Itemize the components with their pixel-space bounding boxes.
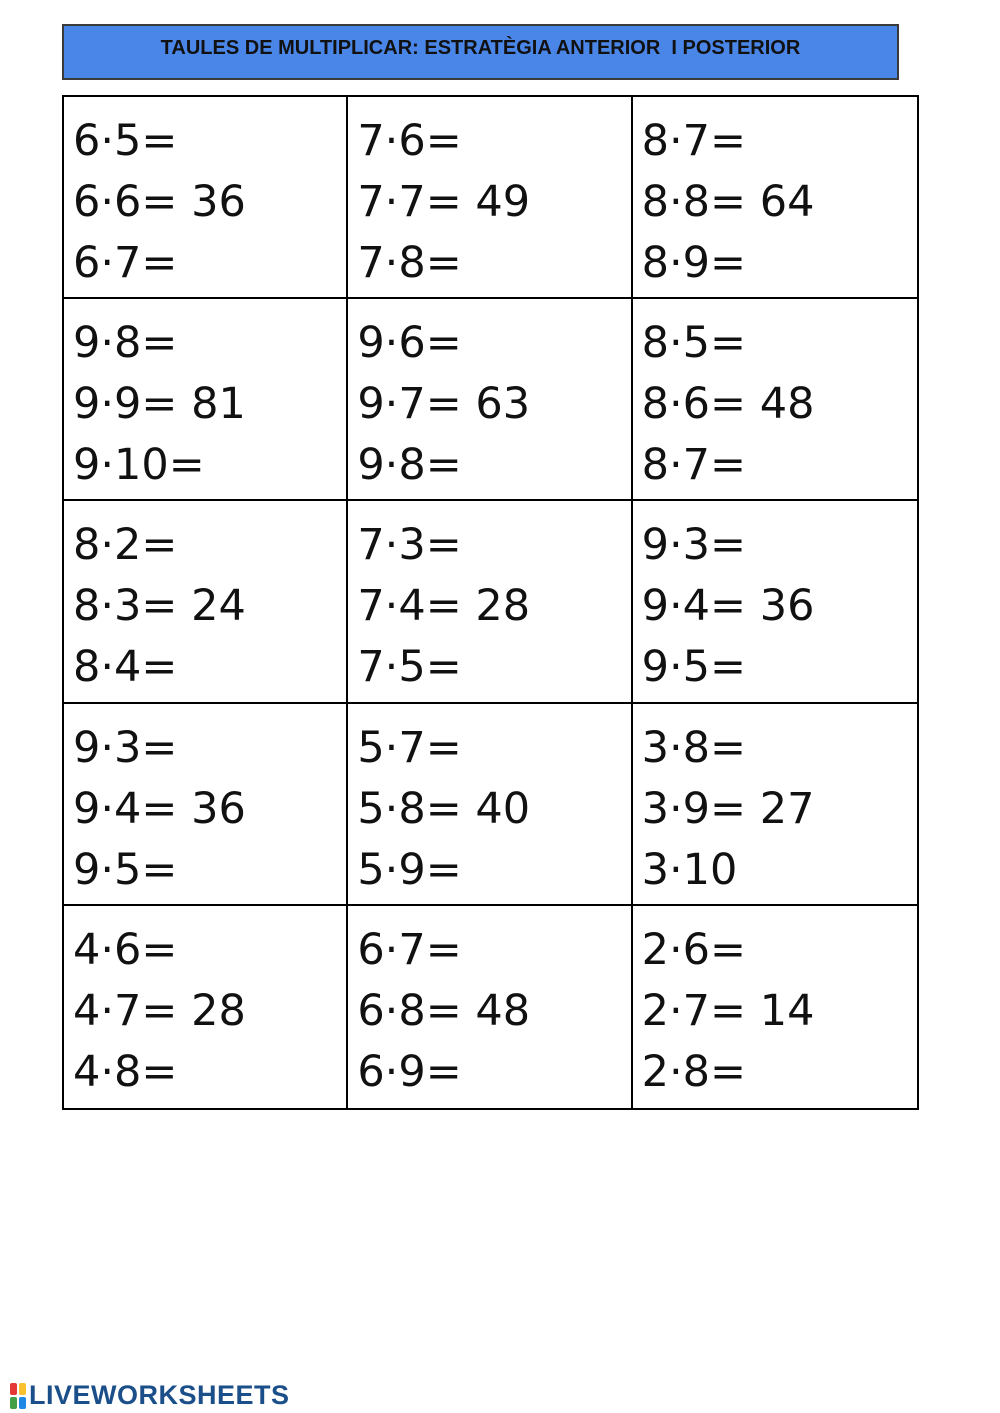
equation-prompt: 5·9= — [357, 844, 462, 895]
table-cell — [633, 501, 917, 703]
table-cell — [348, 299, 632, 501]
worked-equation: 9·7= 63 — [357, 379, 531, 430]
worked-equation: 9·4= 36 — [641, 581, 815, 632]
worked-equation: 7·4= 28 — [357, 581, 531, 632]
equation-prompt: 7·5= — [357, 642, 462, 693]
worked-equation: 5·8= 40 — [357, 783, 531, 834]
equation-prompt: 8·7= — [641, 440, 747, 491]
equation-prompt: 4·6= — [73, 924, 178, 975]
equation-prompt: 7·6= — [357, 116, 462, 166]
worked-equation: 8·8= 64 — [641, 177, 815, 227]
equation-prompt: 6·9= — [357, 1046, 462, 1097]
worked-equation: 8·6= 48 — [641, 379, 815, 430]
equation-prompt: 9·6= — [357, 318, 462, 369]
equation-prompt: 3·10 — [641, 844, 738, 895]
table-cell — [64, 906, 348, 1108]
equation-prompt: 2·6= — [641, 924, 747, 975]
equation-prompt: 9·10= — [73, 440, 205, 491]
equation-prompt: 3·8= — [641, 722, 747, 773]
logo-square — [19, 1383, 26, 1395]
equation-prompt: 9·3= — [641, 520, 747, 571]
table-cell — [633, 906, 917, 1108]
table-cell — [348, 501, 632, 703]
equation-prompt: 6·7= — [357, 924, 462, 975]
logo-square — [19, 1397, 26, 1409]
logo-square — [10, 1397, 17, 1409]
title-banner — [62, 24, 899, 80]
worked-equation: 6·8= 48 — [357, 985, 531, 1036]
liveworksheets-logo — [10, 1380, 290, 1411]
table-cell — [64, 501, 348, 703]
equation-prompt: 7·3= — [357, 520, 462, 571]
equation-prompt: 6·7= — [73, 238, 178, 288]
equation-prompt: 9·8= — [73, 318, 178, 369]
table-cell — [348, 704, 632, 906]
page-title: TAULES DE MULTIPLICAR: ESTRATÈGIA ANTERIOR I POSTERIOR — [160, 36, 801, 59]
equation-prompt: 8·4= — [73, 642, 178, 693]
multiplication-table — [62, 95, 919, 1110]
worked-equation: 3·9= 27 — [641, 783, 815, 834]
table-cell — [348, 906, 632, 1108]
equation-prompt: 6·5= — [73, 116, 178, 166]
equation-prompt: 9·8= — [357, 440, 462, 491]
equation-prompt: 8·2= — [73, 520, 178, 571]
liveworksheets-logo-icon — [10, 1383, 26, 1409]
logo-square — [10, 1383, 17, 1395]
worked-equation: 9·9= 81 — [73, 379, 246, 430]
worked-equation: 9·4= 36 — [73, 783, 246, 834]
worked-equation: 8·3= 24 — [73, 581, 246, 632]
worked-equation: 2·7= 14 — [641, 985, 815, 1036]
table-cell — [64, 97, 348, 299]
worked-equation: 6·6= 36 — [73, 177, 246, 227]
equation-prompt: 7·8= — [357, 238, 462, 288]
equation-prompt: 5·7= — [357, 722, 462, 773]
equation-prompt: 9·5= — [73, 844, 178, 895]
worked-equation: 4·7= 28 — [73, 985, 246, 1036]
table-cell — [348, 97, 632, 299]
equation-prompt: 4·8= — [73, 1046, 178, 1097]
table-cell — [64, 704, 348, 906]
equation-prompt: 2·8= — [641, 1046, 747, 1097]
equation-prompt: 8·7= — [641, 116, 747, 166]
equation-prompt: 8·5= — [641, 318, 747, 369]
logo-text: LIVEWORKSHEETS — [29, 1380, 290, 1410]
equation-prompt: 9·5= — [641, 642, 747, 693]
table-cell — [633, 704, 917, 906]
worked-equation: 7·7= 49 — [357, 177, 531, 227]
equation-prompt: 9·3= — [73, 722, 178, 773]
table-cell — [633, 299, 917, 501]
table-cell — [633, 97, 917, 299]
equation-prompt: 8·9= — [641, 238, 747, 288]
table-cell — [64, 299, 348, 501]
